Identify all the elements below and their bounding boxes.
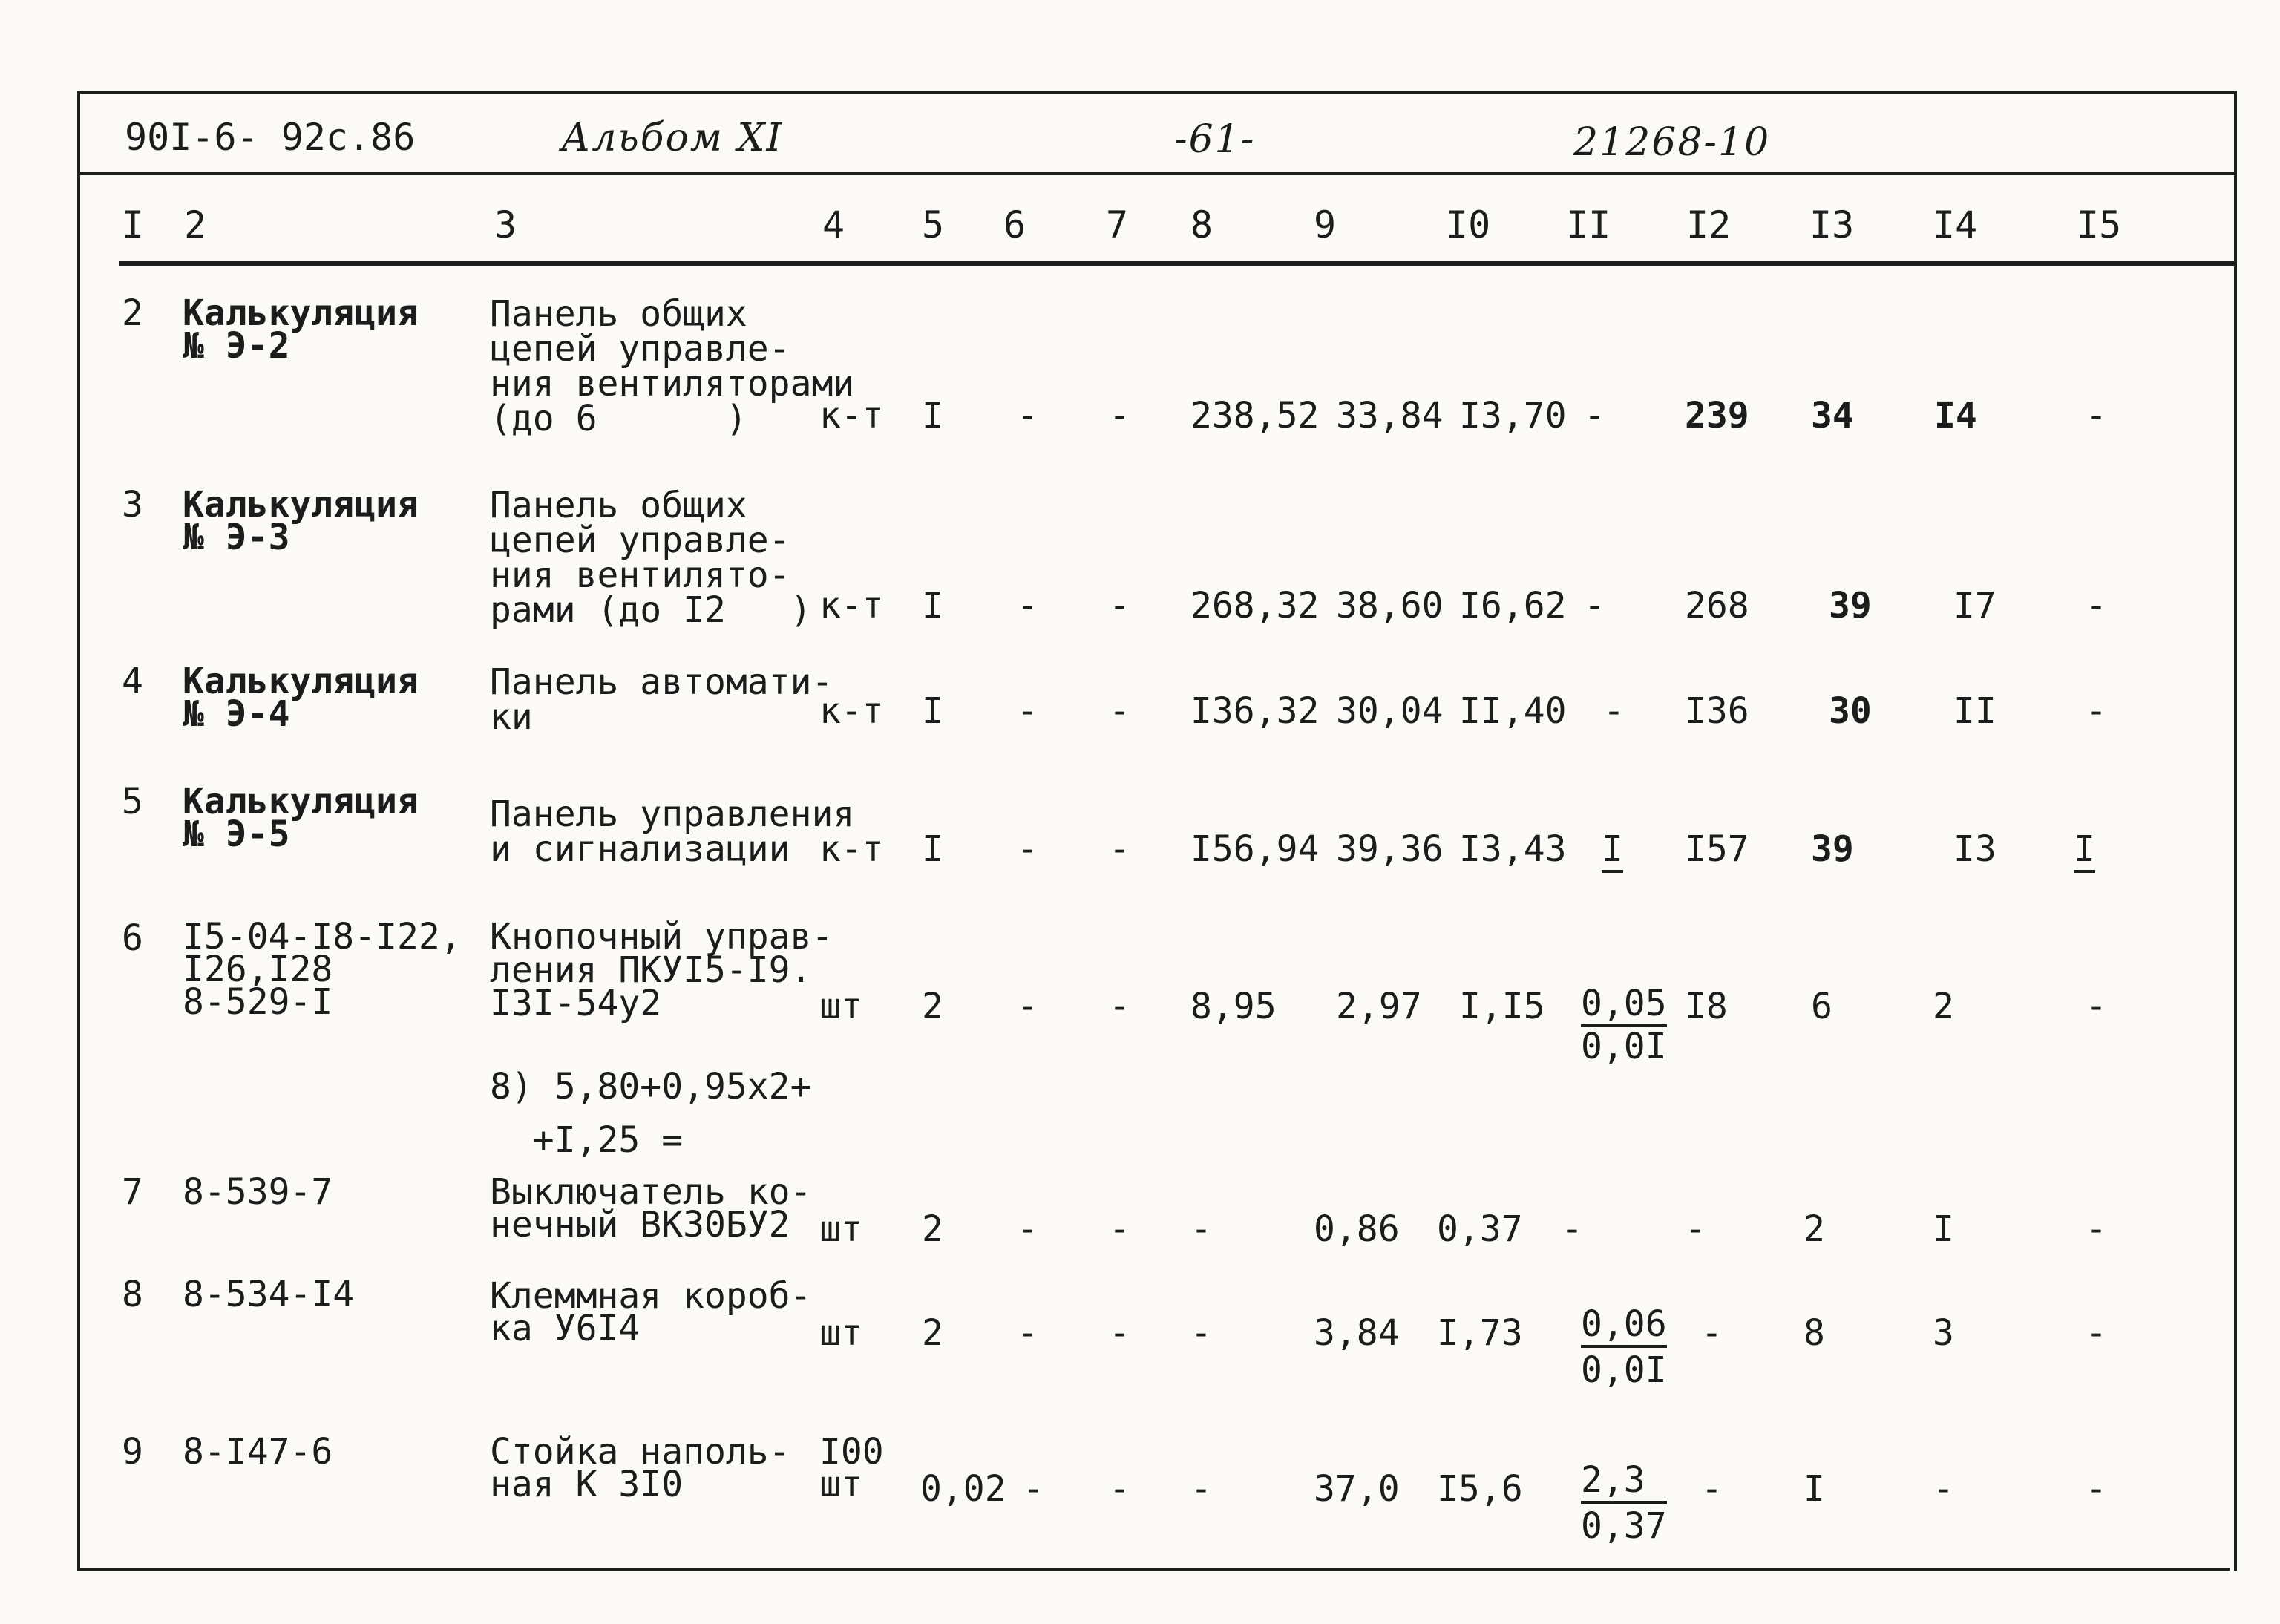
row-col6: -: [1017, 1312, 1038, 1354]
row-col15: -: [2086, 585, 2107, 626]
row-col13: 2: [1804, 1208, 1825, 1250]
row-code: Калькуляция № Э-3: [183, 484, 419, 559]
row-col12: 239: [1685, 395, 1749, 436]
row-col14: I4: [1934, 395, 1977, 436]
row-col10: I,73: [1437, 1312, 1523, 1354]
row-name: Панель управления и сигнализации: [490, 793, 855, 871]
row-col7: -: [1109, 1208, 1130, 1250]
fraction-numerator: 0,05: [1581, 986, 1667, 1027]
row-unit: к-т: [819, 690, 884, 732]
row-number: 7: [122, 1171, 143, 1213]
row-quantity: 0,02: [920, 1468, 1006, 1510]
row-col9: 3,84: [1314, 1312, 1400, 1354]
row-col11-fraction: [1581, 983, 1667, 1067]
row-name: Кнопочный управ- ления ПКУI5-I9. I3I-54у2: [490, 916, 833, 1025]
row-col10: 0,37: [1437, 1208, 1523, 1250]
row-col14: 2: [1933, 986, 1954, 1027]
row-col11: -: [1603, 690, 1625, 732]
row-col9: 38,60: [1336, 585, 1444, 626]
row-col13: I: [1804, 1468, 1825, 1510]
row-col10: I6,62: [1459, 585, 1567, 626]
row-col12: -: [1685, 1208, 1706, 1250]
row-col12: -: [1701, 1312, 1723, 1354]
row-quantity: 2: [922, 1208, 943, 1250]
row-col6: -: [1017, 828, 1038, 870]
row-number: 8: [122, 1274, 143, 1315]
row-col6: -: [1017, 986, 1038, 1027]
row-number: 3: [122, 484, 143, 525]
row-code: Калькуляция № Э-5: [183, 781, 419, 856]
bottom-border: [77, 1568, 2230, 1571]
row-name: Клеммная короб- ка У6I4: [490, 1275, 812, 1350]
row-col11-fraction: [1581, 1459, 1667, 1547]
column-number: I2: [1686, 203, 1732, 246]
row-col15: -: [2086, 986, 2107, 1027]
row-col14: I: [1933, 1208, 1954, 1250]
right-border: [2234, 91, 2237, 1571]
row-col9: 39,36: [1336, 828, 1444, 870]
row-code: Калькуляция № Э-2: [183, 292, 419, 367]
column-header-separator: [119, 261, 2237, 266]
row-quantity: 2: [922, 986, 943, 1027]
row-col14: I7: [1953, 585, 1996, 626]
row-col11-fraction: [1581, 1303, 1667, 1391]
column-number: II: [1566, 203, 1611, 246]
row-code: 8-539-7: [183, 1171, 333, 1213]
row-col14: -: [1933, 1468, 1954, 1510]
column-number: I0: [1446, 203, 1491, 246]
row-col15: -: [2086, 1312, 2107, 1354]
row-col13: 30: [1829, 690, 1872, 732]
row-unit: шт: [819, 1208, 862, 1250]
row-col8: -: [1190, 1208, 1212, 1250]
fraction-numerator: 2,3: [1581, 1462, 1667, 1504]
row-name: Выключатель ко- нечный ВК30БУ2: [490, 1171, 812, 1246]
row-col14: II: [1953, 690, 1996, 732]
row-number: 5: [122, 781, 143, 822]
row-code: 8-534-I4: [183, 1274, 355, 1315]
row-col6: -: [1023, 1468, 1044, 1510]
header-separator: [77, 172, 2237, 175]
column-number: 7: [1106, 203, 1129, 246]
row-col6: -: [1017, 690, 1038, 732]
row-number: 4: [122, 661, 143, 702]
row-col9: 33,84: [1336, 395, 1444, 436]
row-col10: I5,6: [1437, 1468, 1523, 1510]
row-name: Панель общих цепей управле- ния вентилято- рами (до I2 ): [490, 485, 812, 632]
row-name: Стойка наполь- ная К 3I0: [490, 1431, 790, 1506]
row-col12: I36: [1685, 690, 1749, 732]
row-unit: к-т: [819, 828, 884, 870]
row-col8: -: [1190, 1312, 1212, 1354]
row-col7: -: [1109, 395, 1130, 436]
row-col10: I3,70: [1459, 395, 1567, 436]
row-col14: 3: [1933, 1312, 1954, 1354]
column-number: I: [122, 203, 145, 246]
row-col8: 268,32: [1190, 585, 1320, 626]
row-quantity: I: [922, 395, 943, 436]
row-col7: -: [1109, 986, 1130, 1027]
row-note: 8) 5,80+0,95х2+ +I,25 =: [490, 1066, 812, 1161]
fraction-denominator: 0,37: [1581, 1505, 1667, 1547]
column-number: 9: [1314, 203, 1337, 246]
row-col9: 0,86: [1314, 1208, 1400, 1250]
row-col15: -: [2086, 395, 2107, 436]
row-col9: 37,0: [1314, 1468, 1400, 1510]
column-number: 2: [184, 203, 207, 246]
row-col8: -: [1190, 1468, 1212, 1510]
row-unit: I00 шт: [819, 1431, 884, 1506]
row-col12: 268: [1685, 585, 1749, 626]
row-col11: -: [1562, 1208, 1583, 1250]
row-col13: 39: [1811, 828, 1854, 870]
row-col13: 8: [1804, 1312, 1825, 1354]
row-col12: I8: [1685, 986, 1728, 1027]
row-col7: -: [1109, 1312, 1130, 1354]
row-col12: -: [1701, 1468, 1723, 1510]
column-number: 5: [922, 203, 945, 246]
row-col6: -: [1017, 585, 1038, 626]
row-name: Панель общих цепей управле- ния вентиляторами (до 6 ): [490, 293, 855, 440]
row-unit: шт: [819, 1312, 862, 1354]
row-col11: -: [1584, 395, 1605, 436]
column-number: 4: [822, 203, 845, 246]
row-col15: -: [2086, 1208, 2107, 1250]
row-quantity: I: [922, 690, 943, 732]
left-border: [77, 91, 80, 1571]
column-number: I3: [1809, 203, 1855, 246]
row-name: Панель автомати- ки: [490, 661, 833, 739]
row-col8: 8,95: [1190, 986, 1277, 1027]
row-code: I5-04-I8-I22, I26,I28 8-529-I: [183, 916, 462, 1024]
row-col11: -: [1584, 585, 1605, 626]
row-col8: 238,52: [1190, 395, 1320, 436]
column-number: I5: [2077, 203, 2122, 246]
row-col7: -: [1109, 690, 1130, 732]
row-quantity: I: [922, 585, 943, 626]
column-number: I4: [1933, 203, 1978, 246]
column-number: 8: [1190, 203, 1213, 246]
row-col7: -: [1109, 828, 1130, 870]
row-number: 2: [122, 292, 143, 334]
row-unit: к-т: [819, 395, 884, 436]
row-col6: -: [1017, 1208, 1038, 1250]
page-number: -61-: [1174, 117, 1256, 162]
row-unit: шт: [819, 986, 862, 1027]
fraction-denominator: 0,0I: [1581, 1026, 1667, 1067]
row-col7: -: [1109, 1468, 1130, 1510]
row-col14: I3: [1953, 828, 1996, 870]
fraction-numerator: 0,06: [1581, 1306, 1667, 1348]
row-code: Калькуляция № Э-4: [183, 661, 419, 736]
row-col9: 30,04: [1336, 690, 1444, 732]
row-col15: -: [2086, 690, 2107, 732]
project-code: 90I-6- 92с.86: [125, 116, 416, 159]
row-quantity: I: [922, 828, 943, 870]
row-col10: II,40: [1459, 690, 1567, 732]
row-unit: к-т: [819, 585, 884, 626]
row-col11: I: [1602, 831, 1623, 873]
row-col8: I36,32: [1190, 690, 1320, 732]
row-col6: -: [1017, 395, 1038, 436]
row-number: 9: [122, 1431, 143, 1473]
album-label: Альбом XI: [561, 116, 784, 160]
row-quantity: 2: [922, 1312, 943, 1354]
row-col12: I57: [1685, 828, 1749, 870]
row-col10: I,I5: [1459, 986, 1545, 1027]
row-col9: 2,97: [1336, 986, 1422, 1027]
row-code: 8-I47-6: [183, 1431, 333, 1473]
row-col8: I56,94: [1190, 828, 1320, 870]
row-col15: -: [2086, 1468, 2107, 1510]
row-col13: 6: [1811, 986, 1832, 1027]
column-number: 6: [1003, 203, 1026, 246]
fraction-denominator: 0,0I: [1581, 1349, 1667, 1391]
row-number: 6: [122, 917, 143, 959]
document-number: 21268-10: [1573, 120, 1771, 165]
row-col10: I3,43: [1459, 828, 1567, 870]
top-border: [77, 91, 2237, 94]
row-col13: 39: [1829, 585, 1872, 626]
row-col13: 34: [1811, 395, 1854, 436]
row-col15: I: [2074, 831, 2095, 873]
column-number: 3: [494, 203, 517, 246]
row-col7: -: [1109, 585, 1130, 626]
